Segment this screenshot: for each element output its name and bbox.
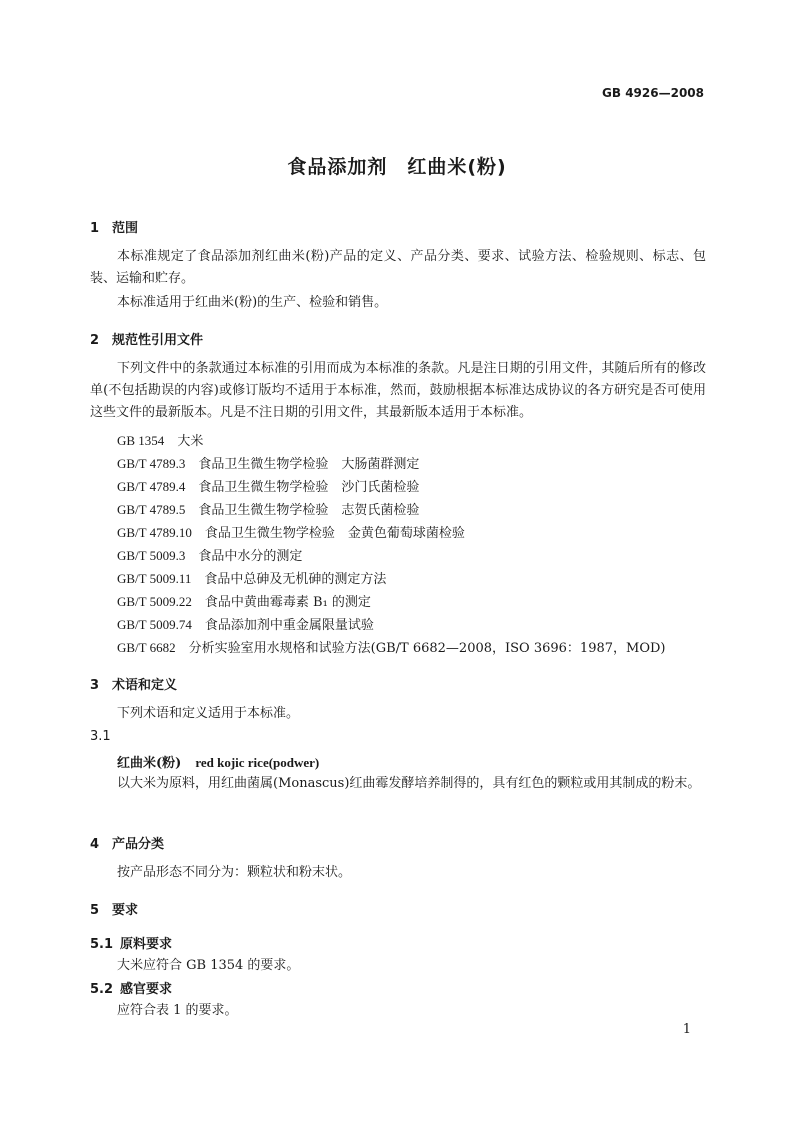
reference-item — [117, 522, 465, 541]
reference-title: 食品中总砷及无机砷的测定方法 — [204, 572, 387, 587]
section-title: 产品分类 — [112, 837, 165, 852]
reference-item — [117, 430, 203, 449]
reference-title: 食品中黄曲霉毒素 B₁ 的测定 — [204, 595, 371, 610]
reference-title: 食品卫生微生物学检验 沙门氏菌检验 — [198, 480, 420, 495]
page-number: 1 — [682, 1022, 691, 1037]
reference-item — [117, 476, 419, 495]
subsection-number: 5.1 — [90, 937, 114, 952]
reference-item — [117, 637, 665, 656]
section-number: 5 — [90, 903, 100, 918]
subsection-3-1-number: 3.1 — [90, 729, 111, 744]
subsection-title: 原料要求 — [120, 937, 173, 952]
reference-code: GB/T 5009.11 — [117, 571, 192, 586]
section-number: 3 — [90, 678, 100, 693]
reference-code: GB/T 4789.5 — [117, 502, 186, 517]
term-english: red kojic rice(podwer) — [195, 755, 320, 770]
reference-code: GB/T 5009.22 — [117, 594, 192, 609]
section-number: 1 — [90, 221, 100, 236]
reference-code: GB/T 5009.3 — [117, 548, 186, 563]
section-number: 2 — [90, 333, 100, 348]
reference-item — [117, 545, 302, 564]
reference-code: GB/T 5009.74 — [117, 617, 192, 632]
section-2-heading — [90, 329, 203, 348]
subsection-title: 感官要求 — [120, 982, 173, 997]
reference-item — [117, 568, 386, 587]
reference-title: 大米 — [177, 434, 204, 449]
reference-title: 食品中水分的测定 — [198, 549, 303, 564]
reference-code: GB/T 4789.10 — [117, 525, 192, 540]
term-entry — [117, 752, 319, 771]
section-5-heading — [90, 899, 138, 918]
reference-code: GB 1354 — [117, 433, 165, 448]
section-2-paragraph: 下列文件中的条款通过本标准的引用而成为本标准的条款。凡是注日期的引用文件，其随后所有的修改单(不包括勘误的内容)或修订版均不适用于本标准，然而，鼓励根据本标准达成协议的各方研究是否可使用这些文件的最新版本。凡是不注日期的引用文件，其最新版本适用于本标准。 — [90, 361, 706, 420]
reference-item — [117, 614, 374, 633]
section-4-paragraph: 按产品形态不同分为：颗粒状和粉末状。 — [117, 865, 352, 880]
document-number: GB 4926—2008 — [602, 86, 704, 100]
section-3-heading — [90, 674, 177, 693]
subsection-5-1-text: 大米应符合 GB 1354 的要求。 — [117, 958, 300, 973]
reference-title: 分析实验室用水规格和试验方法(GB/T 6682—2008，ISO 3696：1987，MOD) — [188, 641, 666, 656]
reference-title: 食品添加剂中重金属限量试验 — [204, 618, 374, 633]
term-chinese: 红曲米(粉) — [117, 756, 182, 771]
subsection-5-1-heading — [90, 933, 172, 952]
section-title: 要求 — [112, 903, 139, 918]
reference-item — [117, 453, 419, 472]
section-4-heading — [90, 833, 164, 852]
reference-item — [117, 591, 371, 610]
section-1-paragraph-1: 本标准规定了食品添加剂红曲米(粉)产品的定义、产品分类、要求、试验方法、检验规则、标志、包装、运输和贮存。 — [90, 249, 706, 286]
reference-code: GB/T 4789.3 — [117, 456, 186, 471]
section-title: 术语和定义 — [112, 678, 178, 693]
section-1-heading — [90, 217, 138, 236]
section-3-paragraph: 下列术语和定义适用于本标准。 — [117, 706, 300, 721]
reference-title: 食品卫生微生物学检验 金黄色葡萄球菌检验 — [204, 526, 465, 541]
reference-code: GB/T 6682 — [117, 640, 176, 655]
section-number: 4 — [90, 837, 100, 852]
subsection-5-2-heading — [90, 978, 172, 997]
reference-code: GB/T 4789.4 — [117, 479, 186, 494]
section-title: 范围 — [112, 221, 139, 236]
reference-item — [117, 499, 419, 518]
section-1-paragraph-2: 本标准适用于红曲米(粉)的生产、检验和销售。 — [117, 295, 388, 310]
subsection-number: 5.2 — [90, 982, 114, 997]
subsection-5-2-text: 应符合表 1 的要求。 — [117, 1003, 238, 1018]
term-definition: 以大米为原料，用红曲菌属(Monascus)红曲霉发酵培养制得的，具有红色的颗粒或用其制成的粉末。 — [117, 776, 701, 791]
reference-title: 食品卫生微生物学检验 大肠菌群测定 — [198, 457, 420, 472]
section-title: 规范性引用文件 — [112, 333, 204, 348]
document-title: 食品添加剂 红曲米(粉) — [287, 156, 507, 178]
reference-title: 食品卫生微生物学检验 志贺氏菌检验 — [198, 503, 420, 518]
